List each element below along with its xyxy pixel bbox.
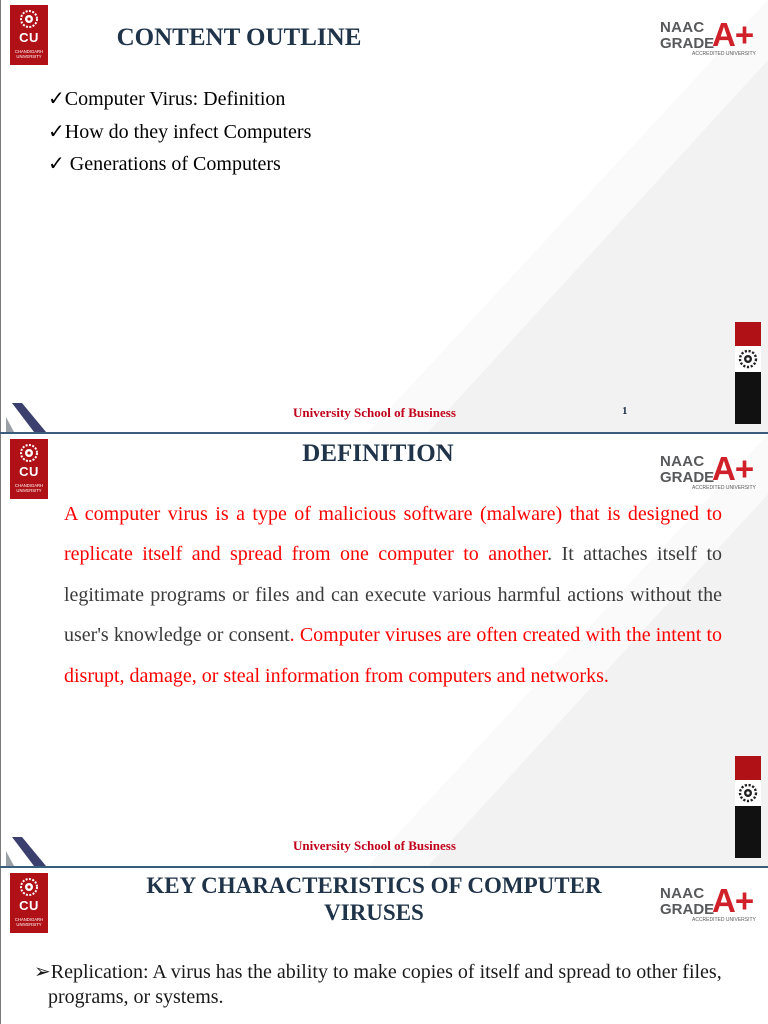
naac-caption: ACCREDITED UNIVERSITY xyxy=(692,485,756,491)
slide-title-line: VIRUSES xyxy=(324,900,424,925)
footer-text: University School of Business xyxy=(293,405,456,420)
definition-segment: . It attaches itself to legitimate programs or files and can execute various harmful actions without the user's knowledge or consent xyxy=(64,543,723,647)
naac-grade-value: A+ xyxy=(712,16,754,53)
footer-text: University School of Business xyxy=(293,838,456,853)
corner-stripe-icon xyxy=(6,395,46,432)
right-accent-bar xyxy=(735,322,761,424)
naac-caption: ACCREDITED UNIVERSITY xyxy=(692,51,756,57)
diagonal-background-shape xyxy=(348,0,768,432)
naac-logo xyxy=(660,16,760,59)
outline-item: ✓Computer Virus: Definition xyxy=(48,88,286,110)
cu-logo-subtext: CHANDIGARH UNIVERSITY xyxy=(14,483,44,493)
naac-grade-value: A+ xyxy=(712,450,754,487)
cu-logo-text: CU xyxy=(19,30,39,45)
slide-title-line: KEY CHARACTERISTICS OF COMPUTER xyxy=(146,873,602,898)
outline-list xyxy=(48,83,311,181)
slide-title: CONTENT OUTLINE xyxy=(116,24,362,51)
list-item: ➢Replication: A virus has the ability to make copies of itself and spread to other files, programs, or systems. xyxy=(34,961,722,1008)
naac-caption: ACCREDITED UNIVERSITY xyxy=(692,917,756,923)
page-number: 1 xyxy=(622,405,628,417)
definition-segment: . Computer viruses are often created with the intent to disrupt, damage, or steal information from computers and networks. xyxy=(64,624,722,687)
cu-logo-text: CU xyxy=(19,898,39,913)
naac-grade-text: GRADE xyxy=(660,901,715,918)
right-accent-bar xyxy=(735,756,761,858)
cu-logo-subtext: CHANDIGARH UNIVERSITY xyxy=(14,917,44,927)
cu-logo-text: CU xyxy=(19,464,39,479)
outline-item: ✓ Generations of Computers xyxy=(48,153,281,175)
slide-title xyxy=(0,872,758,926)
cu-logo-subtext: CHANDIGARH UNIVERSITY xyxy=(14,49,44,59)
gear-icon xyxy=(735,780,761,806)
slide-1 xyxy=(0,0,768,432)
corner-stripe-icon xyxy=(6,829,46,866)
definition-paragraph xyxy=(64,494,722,696)
outline-item: ✓How do they infect Computers xyxy=(48,120,312,143)
gear-icon xyxy=(735,346,761,372)
slide-title: DEFINITION xyxy=(302,440,454,467)
slide-3 xyxy=(0,868,768,1024)
naac-text: NAAC xyxy=(660,19,705,36)
naac-grade-text: GRADE xyxy=(660,35,715,52)
naac-grade-text: GRADE xyxy=(660,469,715,486)
naac-grade-value: A+ xyxy=(712,882,754,919)
characteristics-list xyxy=(34,960,724,1010)
slide-2 xyxy=(0,434,768,866)
definition-segment: A computer virus is a type of malicious software (malware) that is designed to replicate itself and spread from one computer to another xyxy=(64,503,722,566)
naac-text: NAAC xyxy=(660,885,705,902)
naac-text: NAAC xyxy=(660,453,705,470)
